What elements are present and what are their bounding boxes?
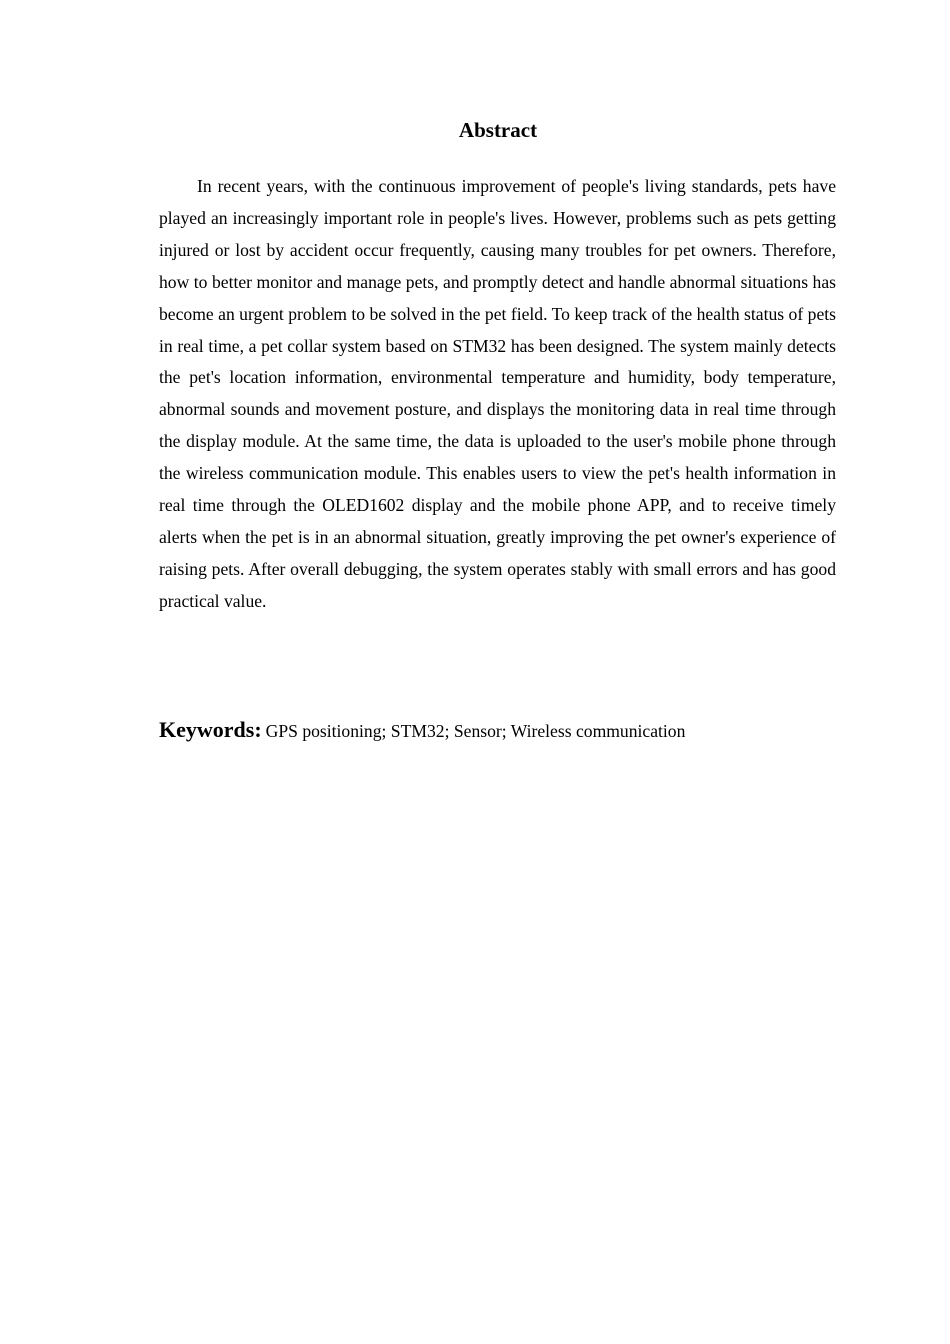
- keywords-label: Keywords:: [159, 717, 262, 742]
- keywords-line: [159, 714, 836, 749]
- abstract-paragraph: In recent years, with the continuous improvement of people's living standards, pets have played an increasingly important role in people's lives. However, problems such as pets getting injured or lost by accident occur frequently, causing many troubles for pet owners. Therefore, how to better monitor and manage pets, and promptly detect and handle abnormal situations has become an urgent problem to be solved in the pet field. To keep track of the health status of pets in real time, a pet collar system based on STM32 has been designed. The system mainly detects the pet's location information, environmental temperature and humidity, body temperature, abnormal sounds and movement posture, and displays the monitoring data in real time through the display module. At the same time, the data is uploaded to the user's mobile phone through the wireless communication module. This enables users to view the pet's health information in real time through the OLED1602 display and the mobile phone APP, and to receive timely alerts when the pet is in an abnormal situation, greatly improving the pet owner's experience of raising pets. After overall debugging, the system operates stably with small errors and has good practical value.: [159, 176, 836, 611]
- abstract-heading: Abstract: [458, 118, 538, 142]
- keywords-list: GPS positioning; STM32; Sensor; Wireless communication: [265, 721, 686, 741]
